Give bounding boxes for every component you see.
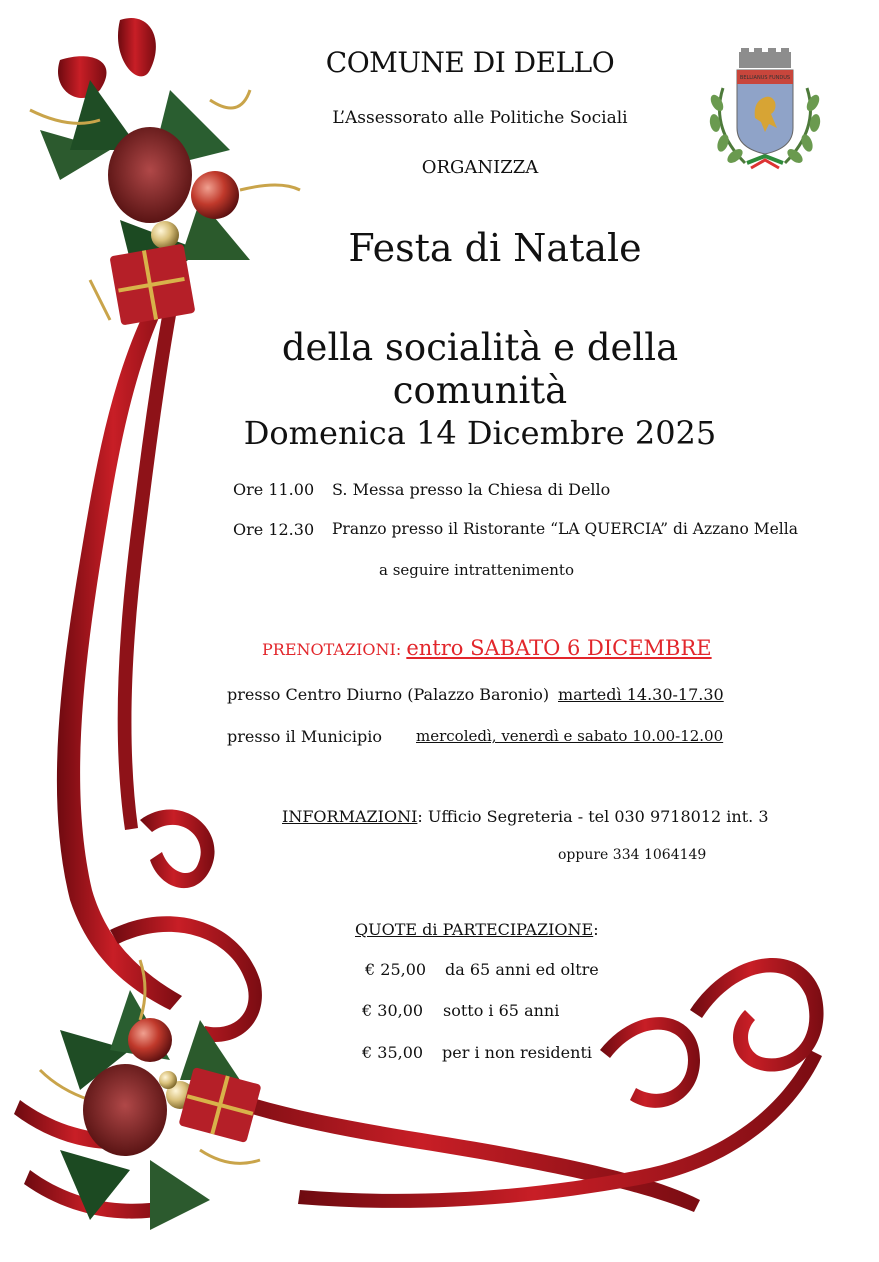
info-alt-phone: oppure 334 1064149 <box>558 847 707 863</box>
ornament-cluster-bottom <box>40 960 262 1230</box>
schedule-time-2: Ore 12.30 <box>233 520 315 539</box>
booking-label: PRENOTAZIONI: <box>262 640 402 659</box>
event-date: Domenica 14 Dicembre 2025 <box>243 414 717 452</box>
schedule-activity-2: Pranzo presso il Ristorante “LA QUERCIA” di Azzano Mella <box>332 520 798 538</box>
booking-line <box>262 636 712 660</box>
ribbon-bottom <box>194 1080 700 1212</box>
fees-title-line <box>355 920 599 939</box>
fee-price-1: € 25,00 <box>365 960 427 979</box>
fee-price-2: € 30,00 <box>362 1001 424 1020</box>
municipality-title: COMUNE DI DELLO <box>325 46 615 79</box>
info-line <box>282 807 769 826</box>
fee-desc-2: sotto i 65 anni <box>443 1001 560 1020</box>
booking-hours-1: martedì 14.30-17.30 <box>558 685 724 704</box>
municipal-crest <box>705 48 825 178</box>
schedule-activity-1: S. Messa presso la Chiesa di Dello <box>332 480 611 499</box>
booking-location-1: presso Centro Diurno (Palazzo Baronio) <box>227 685 550 704</box>
event-name: Festa di Natale <box>348 226 642 270</box>
schedule-time-1: Ore 11.00 <box>233 480 315 499</box>
ribbon-right-loop <box>690 958 824 1072</box>
department-name: L’Assessorato alle Politiche Sociali <box>332 108 628 128</box>
booking-location-2: presso il Municipio <box>227 727 382 746</box>
fee-price-3: € 35,00 <box>362 1043 424 1062</box>
fees-title: QUOTE di PARTECIPAZIONE <box>355 920 594 939</box>
info-label: INFORMAZIONI <box>282 807 418 826</box>
ornament-cluster-top <box>30 80 300 326</box>
info-text: : Ufficio Segreteria - tel 030 9718012 int. 3 <box>417 807 769 826</box>
booking-deadline: entro SABATO 6 DICEMBRE <box>406 636 712 660</box>
organizes-label: ORGANIZZA <box>421 157 539 178</box>
ribbon-main <box>57 300 182 1010</box>
booking-hours-2: mercoledì, venerdì e sabato 10.00-12.00 <box>416 727 724 745</box>
fee-desc-3: per i non residenti <box>442 1043 592 1062</box>
fees-colon: : <box>593 920 599 939</box>
crest-motto: BELLIANUS FUNDUS <box>739 75 791 81</box>
schedule-note: a seguire intrattenimento <box>379 561 574 579</box>
event-subtitle: della socialità e della comunità <box>281 326 679 412</box>
ribbon-top-loop <box>118 18 156 76</box>
ribbon-curl-left <box>140 810 215 889</box>
fee-desc-1: da 65 anni ed oltre <box>445 960 599 979</box>
